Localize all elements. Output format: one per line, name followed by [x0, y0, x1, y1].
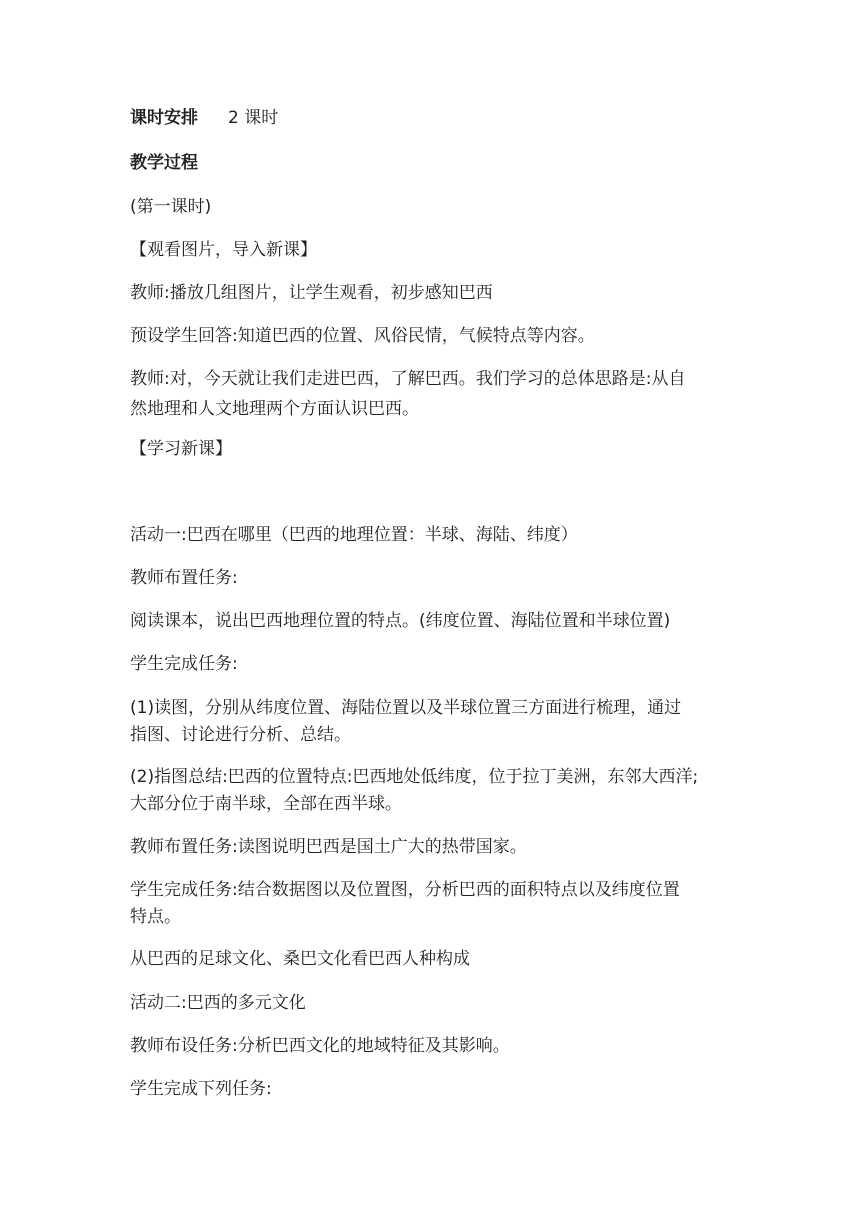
step-one-line-2: 指图、讨论进行分析、总结。	[130, 725, 351, 745]
student-tasks-below: 学生完成下列任务:	[130, 1079, 272, 1099]
teacher-task-read: 阅读课本，说出巴西地理位置的特点。(纬度位置、海陆位置和半球位置)	[130, 611, 671, 631]
teacher-task-map: 教师布置任务:读图说明巴西是国土广大的热带国家。	[130, 837, 527, 857]
period-label: (第一课时)	[130, 197, 212, 217]
activity-two-title: 活动二:巴西的多元文化	[130, 993, 306, 1013]
teacher-task-culture: 教师布设任务:分析巴西文化的地域特征及其影响。	[130, 1036, 510, 1056]
culture-note: 从巴西的足球文化、桑巴文化看巴西人种构成	[130, 949, 470, 969]
schedule-row	[130, 105, 740, 132]
step-two-line-2: 大部分位于南半球，全部在西半球。	[130, 794, 402, 814]
student-expected-answer: 预设学生回答:知道巴西的位置、风俗民情，气候特点等内容。	[130, 326, 595, 346]
student-task-label: 学生完成任务:	[130, 654, 238, 674]
section-new-heading: 【学习新课】	[130, 439, 232, 459]
schedule-value: 2 课时	[228, 108, 279, 128]
activity-one-title: 活动一:巴西在哪里（巴西的地理位置：半球、海陆、纬度）	[130, 525, 578, 545]
teacher-task-label: 教师布置任务:	[130, 568, 238, 588]
student-task-data-line-2: 特点。	[130, 907, 181, 927]
section-intro-heading: 【观看图片，导入新课】	[130, 240, 317, 260]
schedule-label: 课时安排	[130, 108, 198, 128]
student-task-data-line-1: 学生完成任务:结合数据图以及位置图，分析巴西的面积特点以及纬度位置	[130, 880, 680, 900]
step-one-line-1: (1)读图，分别从纬度位置、海陆位置以及半球位置三方面进行梳理，通过	[130, 698, 682, 718]
teacher-show-pictures: 教师:播放几组图片，让学生观看，初步感知巴西	[130, 283, 493, 303]
teacher-intro-line-1: 教师:对，今天就让我们走进巴西，了解巴西。我们学习的总体思路是:从自	[130, 369, 686, 389]
process-heading: 教学过程	[130, 153, 198, 173]
step-two-line-1: (2)指图总结:巴西的位置特点:巴西地处低纬度，位于拉丁美洲，东邻大西洋;	[130, 767, 699, 787]
teacher-intro-line-2: 然地理和人文地理两个方面认识巴西。	[130, 399, 419, 419]
